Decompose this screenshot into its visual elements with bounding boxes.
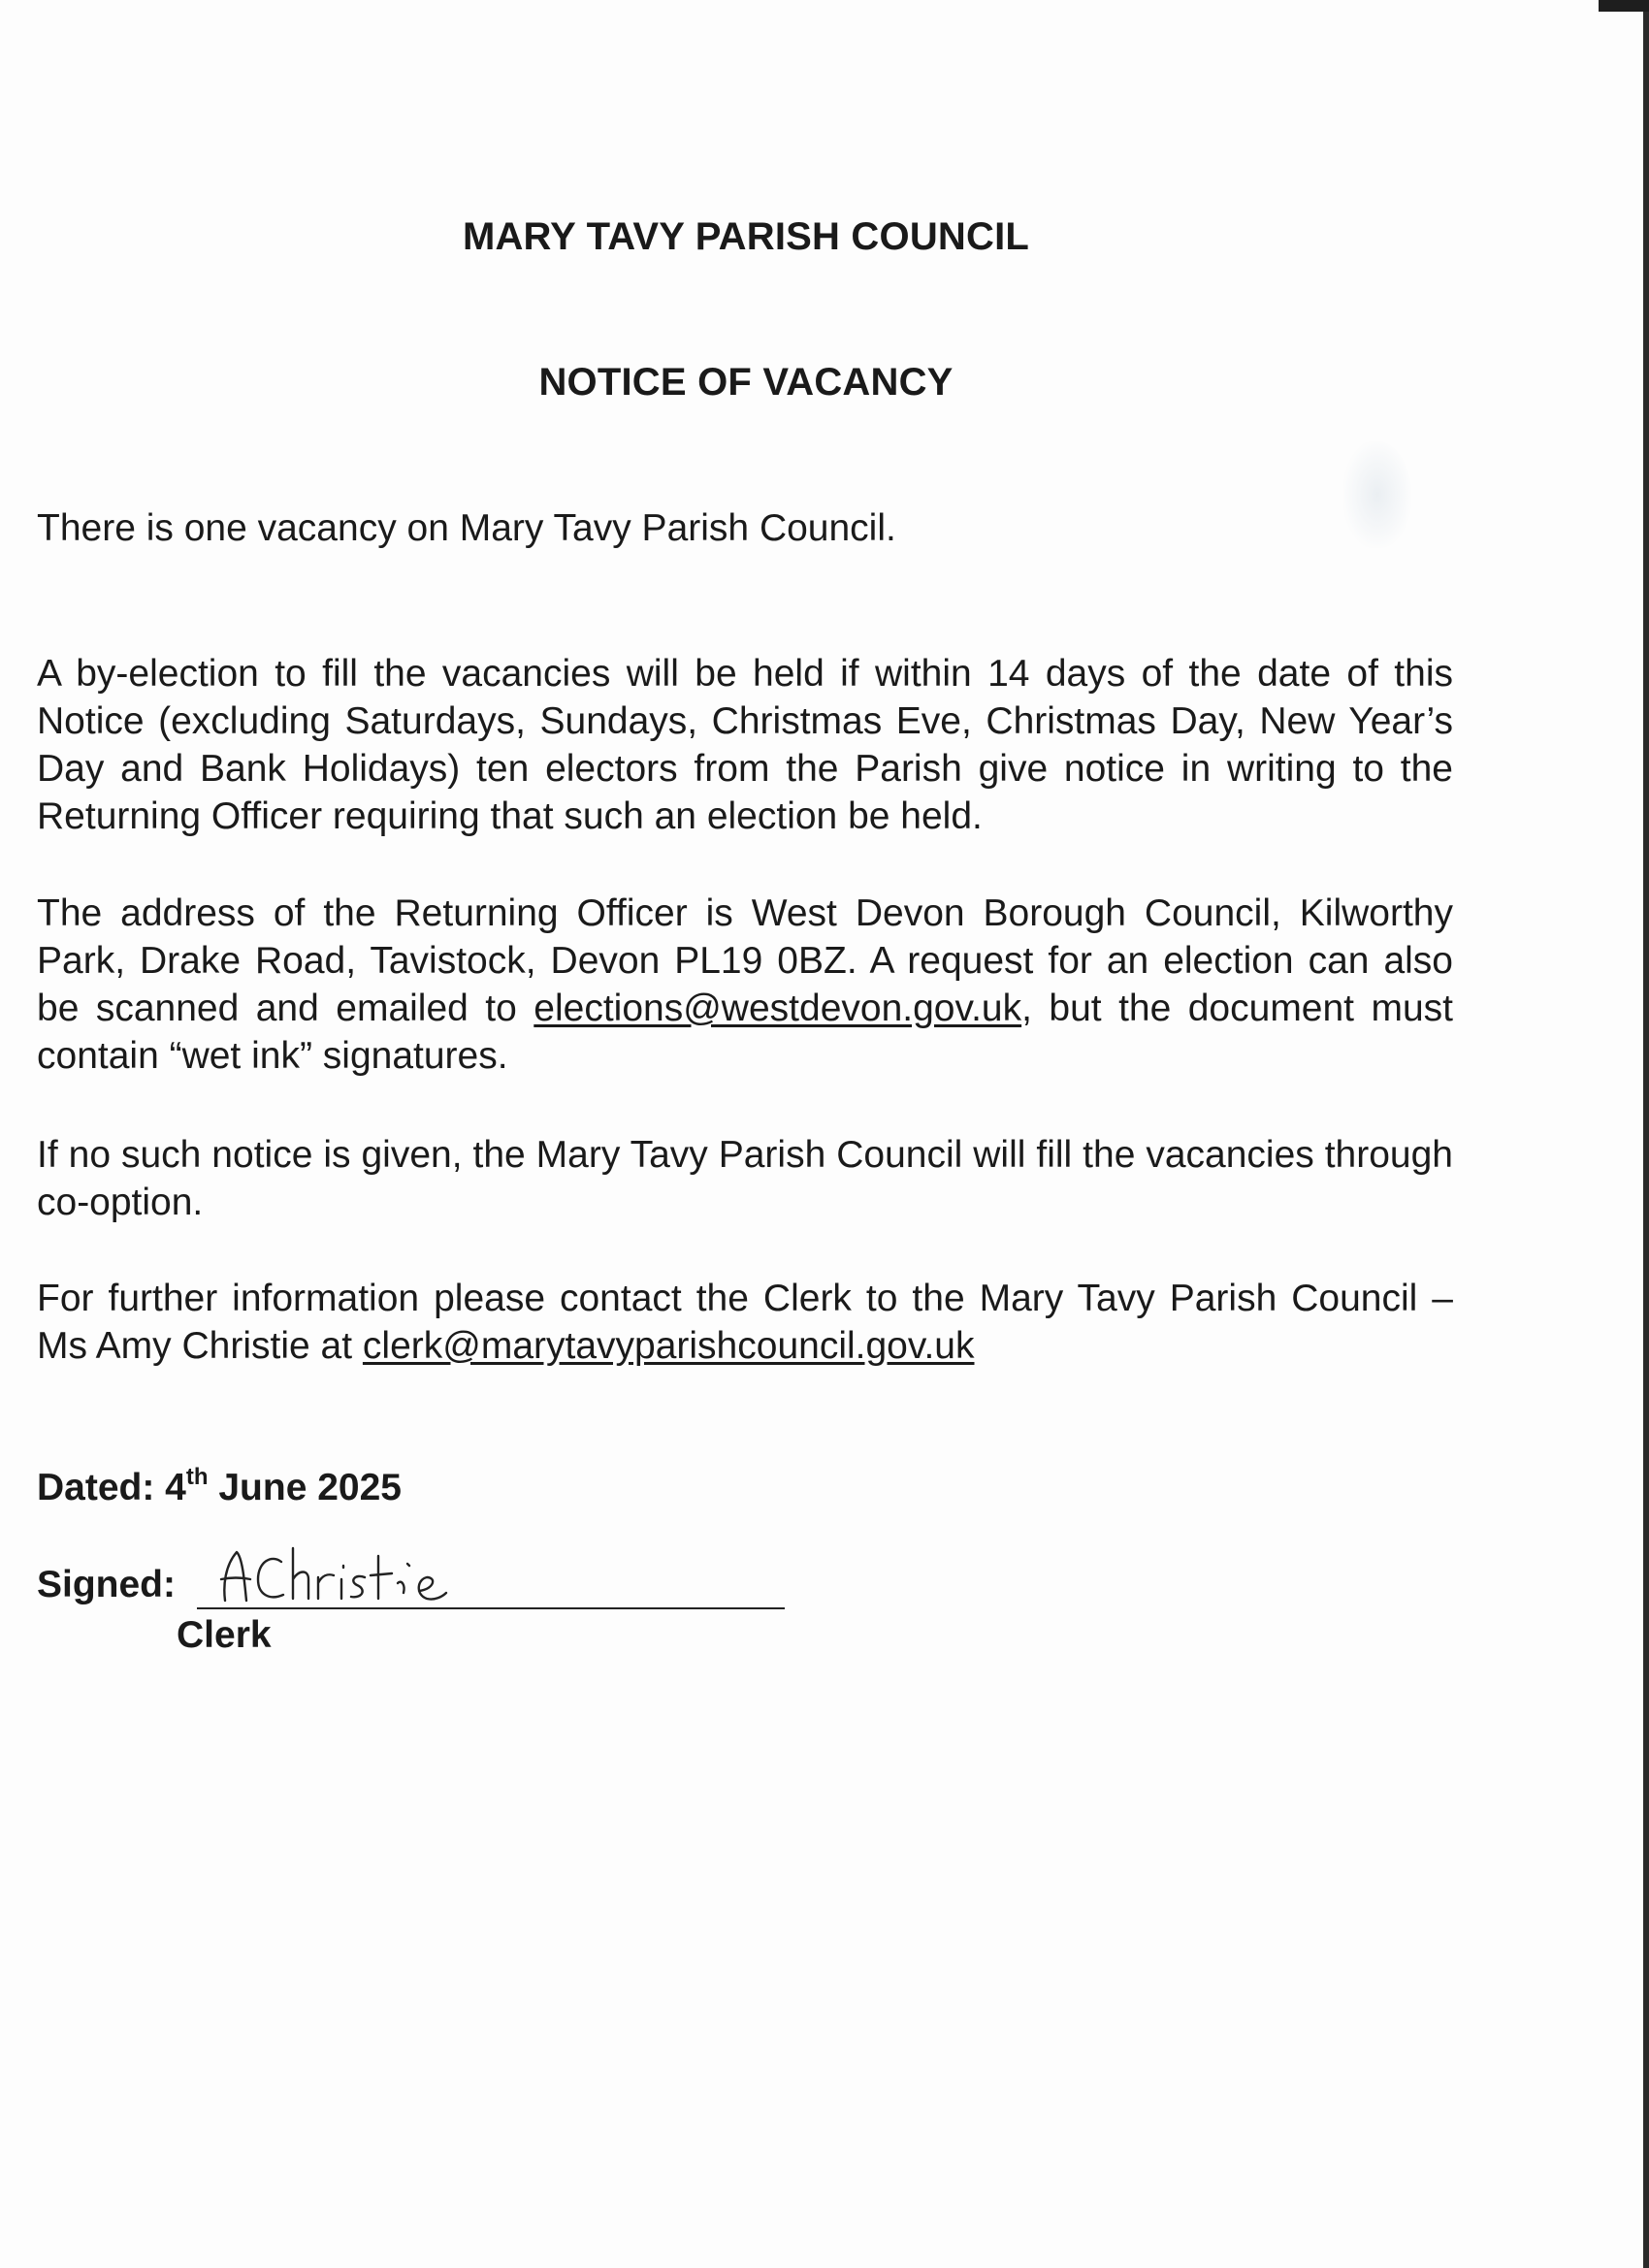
council-title: MARY TAVY PARISH COUNCIL [462,215,1030,258]
signature-line [197,1607,785,1609]
paragraph-co-option: If no such notice is given, the Mary Tavy Parish Council will fill the vacancies through co-option. [37,1134,1453,1223]
returning-officer-text: The address of the Returning Officer is West Devon Borough Council, Kilworthy Park, Drake Road, Tavistock, Devon PL19 0BZ. A request for an election can also be scanned and emailed to [37,892,1453,1029]
elections-email-link[interactable]: elections@westdevon.gov.uk [534,988,1022,1029]
paragraph-by-election: A by-election to fill the vacancies will be held if within 14 days of the date of this Notice (excluding Saturdays, Sundays, Christmas Eve, Christmas Day, New Year’s Day and Bank Holidays) ten electors from the Parish give notice in writing to the Returning Officer requiring that such an election be held. [37,653,1453,837]
scan-edge [1643,0,1649,2268]
notice-title: NOTICE OF VACANCY [538,361,954,404]
paragraph-contact [37,1275,1453,1370]
paragraph-vacancy: There is one vacancy on Mary Tavy Parish Council. [37,507,896,549]
wet-ink-text: , but the document must contain “wet ink” signatures. [37,988,1453,1077]
dated-label: Dated: 4 [37,1467,186,1508]
handwritten-signature [204,1537,475,1614]
contact-text: For further information please contact the Clerk to the Mary Tavy Parish Council – Ms Amy Christie at [37,1278,1453,1367]
clerk-label: Clerk [177,1614,272,1656]
clerk-email-link[interactable]: clerk@marytavyparishcouncil.gov.uk [362,1325,975,1367]
scan-edge-mark [1599,0,1649,12]
dated-ordinal: th [185,1464,209,1490]
signed-label: Signed: [37,1564,176,1605]
dated-line [37,1464,402,1509]
paragraph-returning-officer [37,890,1453,1080]
dated-month-year: June 2025 [208,1467,402,1508]
